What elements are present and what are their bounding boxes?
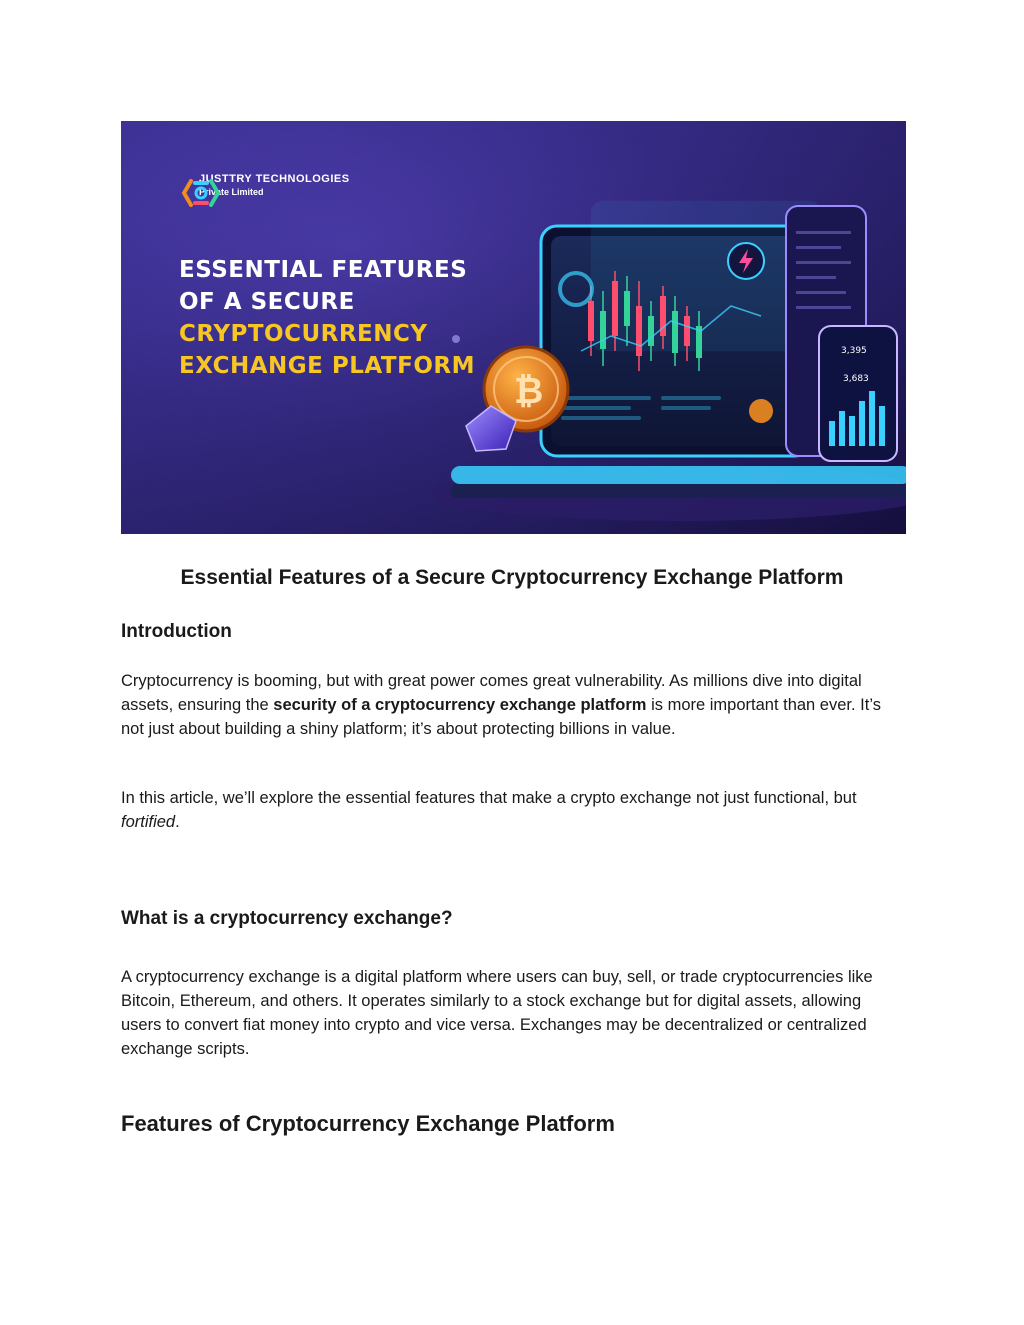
- brand-subtitle: Private Limited: [199, 187, 264, 197]
- hero-title-line-1: ESSENTIAL FEATURES: [179, 257, 468, 283]
- what-is-exchange-heading: What is a cryptocurrency exchange?: [121, 908, 453, 929]
- what-is-exchange-paragraph: A cryptocurrency exchange is a digital platform where users can buy, sell, or trade cryptocurrencies like Bitcoin, Ethereum, and others. It operates similarly to a stock exchange but for digital assets, allowing users to convert fiat money into crypto and vice versa. Exchanges may be decentralized or centralized exchange scripts.: [121, 968, 873, 1058]
- introduction-heading: Introduction: [121, 621, 232, 642]
- phone-price-1: 3,395: [841, 346, 867, 356]
- intro-p2-italic: fortified: [121, 813, 176, 831]
- intro-p1-bold: security of a cryptocurrency exchange platform: [273, 696, 647, 714]
- features-heading: Features of Cryptocurrency Exchange Platform: [121, 1111, 615, 1136]
- hero-banner: [121, 121, 906, 534]
- hero-title-line-3: CRYPTOCURRENCY: [179, 321, 428, 347]
- brand-block: [181, 173, 350, 197]
- intro-paragraph-1: [121, 669, 906, 741]
- company-logo-icon: [181, 173, 221, 213]
- phone-price-2: 3,683: [843, 374, 869, 384]
- intro-p1-text-a: Cryptocurrency is booming, but with great power comes great vulnerability. As millions dive into digital assets, ensuring the: [121, 672, 862, 714]
- intro-paragraph-2: [121, 786, 906, 834]
- hero-title-line-2: OF A SECURE: [179, 289, 355, 315]
- intro-p2-text-a: In this article, we’ll explore the essential features that make a crypto exchange not just functional, but: [121, 789, 857, 807]
- intro-p1-text-b: is more important than ever. It’s not just about building a shiny platform; it’s about protecting billions in value.: [121, 696, 881, 738]
- hero-title-line-4: EXCHANGE PLATFORM: [179, 353, 475, 379]
- intro-p2-text-b: .: [175, 813, 180, 831]
- bitcoin-icon: [749, 399, 773, 423]
- brand-name: JUSTTRY TECHNOLOGIES: [199, 173, 350, 185]
- svg-text:₿: ₿: [514, 371, 544, 412]
- hero-title: [179, 254, 519, 382]
- document-title: Essential Features of a Secure Cryptocurrency Exchange Platform: [180, 566, 844, 589]
